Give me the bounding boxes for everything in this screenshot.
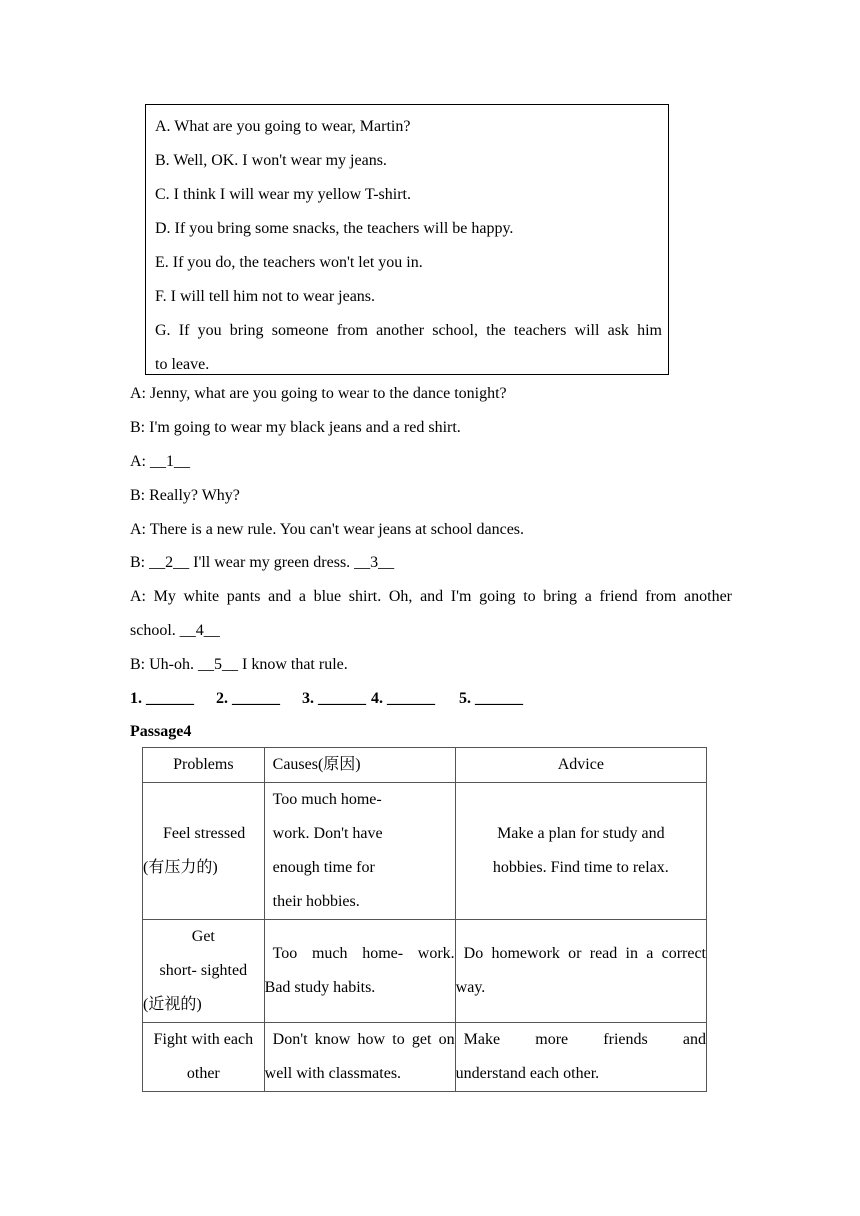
- speaker-prefix: A:: [130, 453, 150, 470]
- option-a: A. What are you going to wear, Martin?: [155, 118, 411, 135]
- cause-cell: [264, 920, 455, 1023]
- option-e: E. If you do, the teachers won't let you in.: [155, 254, 423, 271]
- advice-cell: [455, 1023, 706, 1092]
- option-g: G. If you bring someone from another school, the teachers will ask him: [155, 322, 662, 339]
- advice-cell: [455, 783, 706, 920]
- option-d: D. If you bring some snacks, the teachers will be happy.: [155, 220, 514, 237]
- problem-text: other: [186, 1065, 220, 1082]
- answer-4: 4. ______: [371, 690, 435, 707]
- advice-text: understand each other.: [455, 1065, 600, 1082]
- problem-text: short- sighted: [159, 962, 248, 979]
- option-b: B. Well, OK. I won't wear my jeans.: [155, 152, 387, 169]
- dialogue-text: I'll wear my green dress.: [189, 554, 355, 571]
- problem-text: (有压力的): [143, 859, 218, 876]
- cause-text: their hobbies.: [272, 893, 360, 910]
- cause-text: Too much home- work.: [272, 945, 455, 962]
- blank-3: __3__: [354, 554, 395, 571]
- problem-cell: [143, 920, 265, 1023]
- dialogue-text: B: Uh-oh.: [130, 656, 198, 673]
- option-g-continued: to leave.: [155, 356, 210, 373]
- dialogue-line: B: I'm going to wear my black jeans and a red shirt.: [130, 419, 461, 436]
- blank-2: __2__: [149, 554, 190, 571]
- passage-title: Passage4: [130, 723, 192, 740]
- option-f: F. I will tell him not to wear jeans.: [155, 288, 376, 305]
- cause-cell: [264, 1023, 455, 1092]
- dialogue-line: B: Really? Why?: [130, 487, 240, 504]
- problem-cell: [143, 783, 265, 920]
- blank-4: __4__: [179, 622, 220, 639]
- dialogue-text: school.: [130, 622, 180, 639]
- cause-text: Too much home-: [272, 791, 382, 808]
- problem-text: Fight with each: [153, 1031, 254, 1048]
- dialogue-line: A: My white pants and a blue shirt. Oh, and I'm going to bring a friend from another: [130, 588, 732, 605]
- header-causes: Causes(原因): [264, 748, 455, 783]
- advice-text: way.: [455, 979, 486, 996]
- problem-text: (近视的): [143, 996, 202, 1013]
- cause-text: work. Don't have: [272, 825, 383, 842]
- advice-text: Do homework or read in a correct: [463, 945, 706, 962]
- options-box: [145, 104, 669, 375]
- problems-table: [142, 747, 707, 1092]
- answer-5: 5. ______: [459, 690, 523, 707]
- dialogue-line: [130, 655, 348, 675]
- advice-text: hobbies. Find time to relax.: [492, 859, 669, 876]
- answer-1: 1. ______: [130, 690, 194, 707]
- option-c: C. I think I will wear my yellow T-shirt.: [155, 186, 411, 203]
- cause-text: well with classmates.: [264, 1065, 402, 1082]
- blank-5: __5__: [198, 656, 238, 673]
- advice-text: Make a plan for study and: [497, 825, 665, 842]
- problem-text: Feel stressed: [163, 825, 246, 842]
- cause-cell: [264, 783, 455, 920]
- header-advice: Advice: [455, 748, 706, 783]
- dialogue-text: I know that rule.: [238, 656, 348, 673]
- header-problems: Problems: [143, 748, 265, 783]
- blank-1: __1__: [150, 453, 190, 470]
- dialogue-line: [130, 553, 394, 573]
- dialogue-line: A: Jenny, what are you going to wear to the dance tonight?: [130, 385, 507, 402]
- cause-text: enough time for: [272, 859, 375, 876]
- cause-text: Don't know how to get on: [272, 1031, 455, 1048]
- speaker-prefix: B:: [130, 554, 150, 571]
- advice-cell: [455, 920, 706, 1023]
- dialogue-line: [130, 452, 190, 472]
- advice-text: Make more friends and: [463, 1031, 706, 1048]
- cause-text: Bad study habits.: [264, 979, 376, 996]
- problem-text: Get: [191, 928, 215, 945]
- answer-2: 2. ______: [216, 690, 280, 707]
- dialogue-line: [130, 621, 220, 641]
- problem-cell: [143, 1023, 265, 1092]
- dialogue-line: A: There is a new rule. You can't wear jeans at school dances.: [130, 521, 525, 538]
- answer-3: 3. ______: [302, 690, 366, 707]
